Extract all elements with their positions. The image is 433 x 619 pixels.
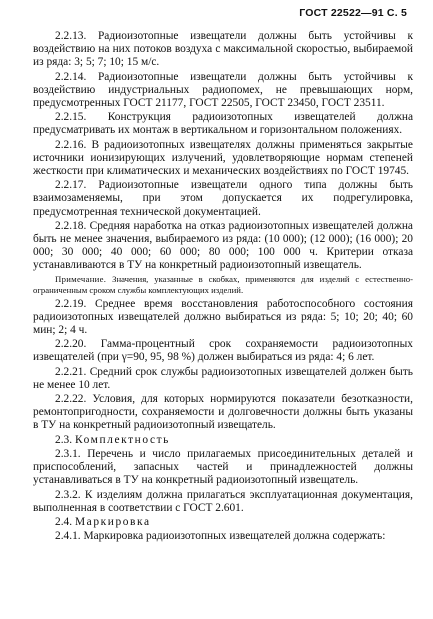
note-label: Примечание. [55,273,107,284]
document-body [33,30,413,544]
clause-2-4-1: 2.4.1. Маркировка радиоизотопных извещателей должна содержать: [55,530,386,543]
note-text: Значения, указанные в скобках, применяются для изделий с естественно-ограниченным сроком службы комплектующих изделий. [33,273,414,295]
clause-2-2-13: 2.2.13. Радиоизотопные извещатели должны быть устойчивы к воздействию на них потоков воздуха с максимальной скоростью, выбираемой из ряда: 3; 5; 7; 10; 15 м/с. [33,30,413,69]
clause-2-2-14: 2.2.14. Радиоизотопные извещатели должны быть устойчивы к воздействию индустриальных радиопомех, не превышающих норм, предусмотренных ГОСТ 21177, ГОСТ 22505, ГОСТ 23450, ГОСТ 23511. [33,70,413,110]
clause-2-3-1: 2.3.1. Перечень и число прилагаемых присоединительных деталей и приспособлений, запасных частей и принадлежностей должны устанавливаться в ТУ на конкретный радиоизотопный извещатель. [33,447,413,487]
page-header: ГОСТ 22522—91 С. 5 [299,7,407,19]
clause-2-2-21: 2.2.21. Средний срок службы радиоизотопных извещателей должен быть не менее 10 лет. [33,365,413,391]
section-2-3-heading [33,434,413,447]
section-2-3-number: 2.3. [55,433,73,446]
clause-2-2-15: 2.2.15. Конструкция радиоизотопных извещателей должна предусматривать их монтаж в вертикальном и горизонтальном положениях. [33,111,413,137]
clause-2-2-16: 2.2.16. В радиоизотопных извещателях должны применяться закрытые источники ионизирующих излучений, удовлетворяющие нормам степеней жесткости при климатических и механических воздействиях по ГОСТ 19745. [33,138,413,178]
clause-2-2-19: 2.2.19. Среднее время восстановления работоспособного состояния радиоизотопных извещателей должно выбираться из ряда: 5; 10; 20; 40; 60 мин; 2; 4 ч. [33,297,413,337]
section-2-4-number: 2.4. [55,515,73,528]
clause-2-2-20: 2.2.20. Гамма-процентный срок сохраняемости радиоизотопных извещателей (при γ=90, 95, 98 %) должен выбираться из ряда: 4; 6 лет. [33,338,413,364]
section-2-3-title: Комплектность [74,433,170,446]
clause-2-2-17: 2.2.17. Радиоизотопные извещатели одного типа должны быть взаимозаменяемы, при этом допускается их подрегулировка, предусмотренная технической документацией. [33,179,413,218]
section-2-4-heading [33,516,413,529]
clause-2-3-2: 2.3.2. К изделиям должна прилагаться эксплуатационная документация, выполненная в соответствии с ГОСТ 2.601. [33,488,413,514]
section-2-4-title: Маркировка [74,515,151,528]
clause-2-2-18: 2.2.18. Средняя наработка на отказ радиоизотопных извещателей должна быть не менее значения, выбираемого из ряда: (10 000); (12 000); (16 000); 20 000; 30 000; 40 000; 60 000; 80 000; 100 000 ч. Критерии отказа устанавливаются в ТУ на конкретный радиоизотопный извещатель. [33,219,413,272]
note [33,274,413,296]
clause-2-2-22: 2.2.22. Условия, для которых нормируются показатели безотказности, ремонтопригодности, сохраняемости и долговечности должны быть указаны в ТУ на конкретный радиоизотопный извещатель. [33,393,413,432]
